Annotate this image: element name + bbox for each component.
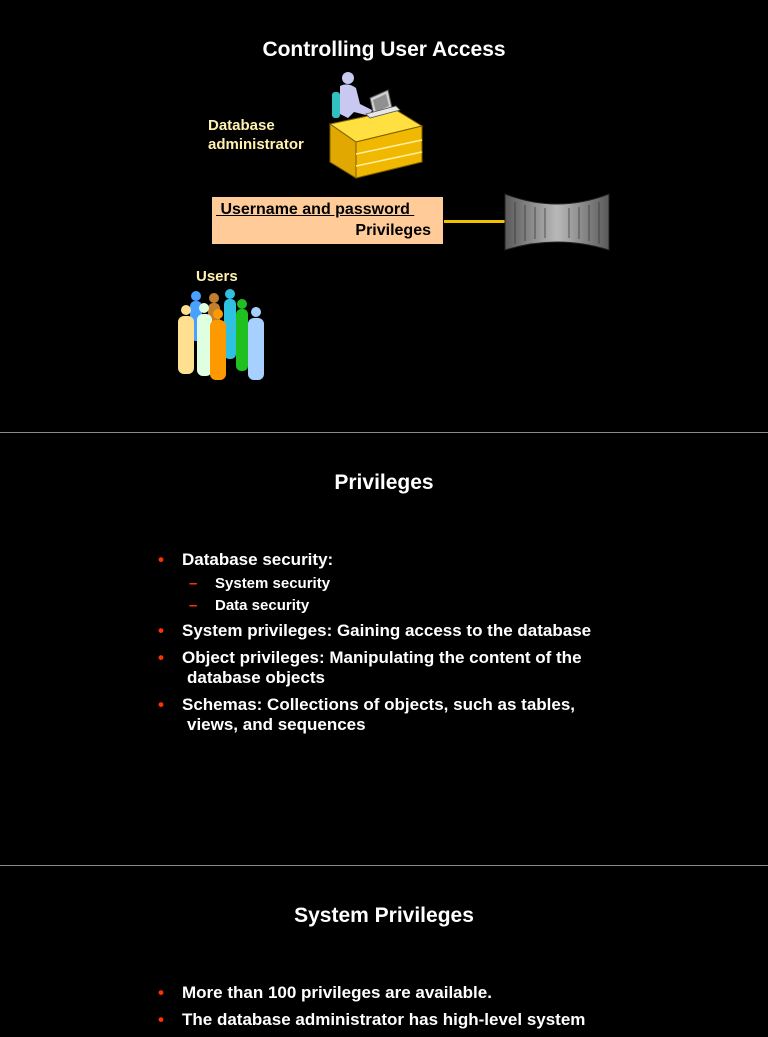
bullet-dash-icon: – <box>189 575 198 592</box>
list-item: • System privileges: Gaining access to the database <box>158 621 592 640</box>
connector-line <box>444 220 506 223</box>
list-item: • Database security: <box>158 550 334 569</box>
dba-label-line1: Database <box>208 117 275 134</box>
list-item: • More than 100 privileges are available. <box>158 983 492 1002</box>
bullet-dot-icon: • <box>158 983 164 1002</box>
bullet-list <box>158 983 628 1037</box>
credentials-username-password: Username and password <box>216 201 415 218</box>
list-item: • Object privileges: Manipulating the content of the database objects <box>158 648 582 687</box>
dba-workstation-icon <box>326 70 426 182</box>
slide-system-privileges <box>0 866 768 1029</box>
slide-title: Privileges <box>334 471 434 494</box>
users-group-icon <box>172 288 272 384</box>
slide-controlling-user-access <box>0 0 768 432</box>
credentials-box <box>212 197 443 244</box>
bullet-list <box>158 550 628 742</box>
dba-label-line2: administrator <box>208 136 304 153</box>
bullet-dot-icon: • <box>158 648 164 667</box>
database-cylinder-icon <box>503 188 611 258</box>
bullet-dash-icon: – <box>189 597 198 614</box>
slide-title: Controlling User Access <box>262 38 506 61</box>
bullet-dot-icon: • <box>158 695 164 714</box>
list-item: – Data security <box>189 597 310 614</box>
slide-title: System Privileges <box>294 904 474 927</box>
dba-label <box>208 116 328 154</box>
bullet-dot-icon: • <box>158 550 164 569</box>
bullet-dot-icon: • <box>158 1010 164 1029</box>
users-label: Users <box>196 268 238 285</box>
bullet-dot-icon: • <box>158 621 164 640</box>
list-item: – System security <box>189 575 331 592</box>
credentials-privileges: Privileges <box>355 222 431 239</box>
list-item: • Schemas: Collections of objects, such as tables, views, and sequences <box>158 695 576 734</box>
list-item: • The database administrator has high-level system <box>158 1010 586 1029</box>
slide-privileges <box>0 433 768 865</box>
